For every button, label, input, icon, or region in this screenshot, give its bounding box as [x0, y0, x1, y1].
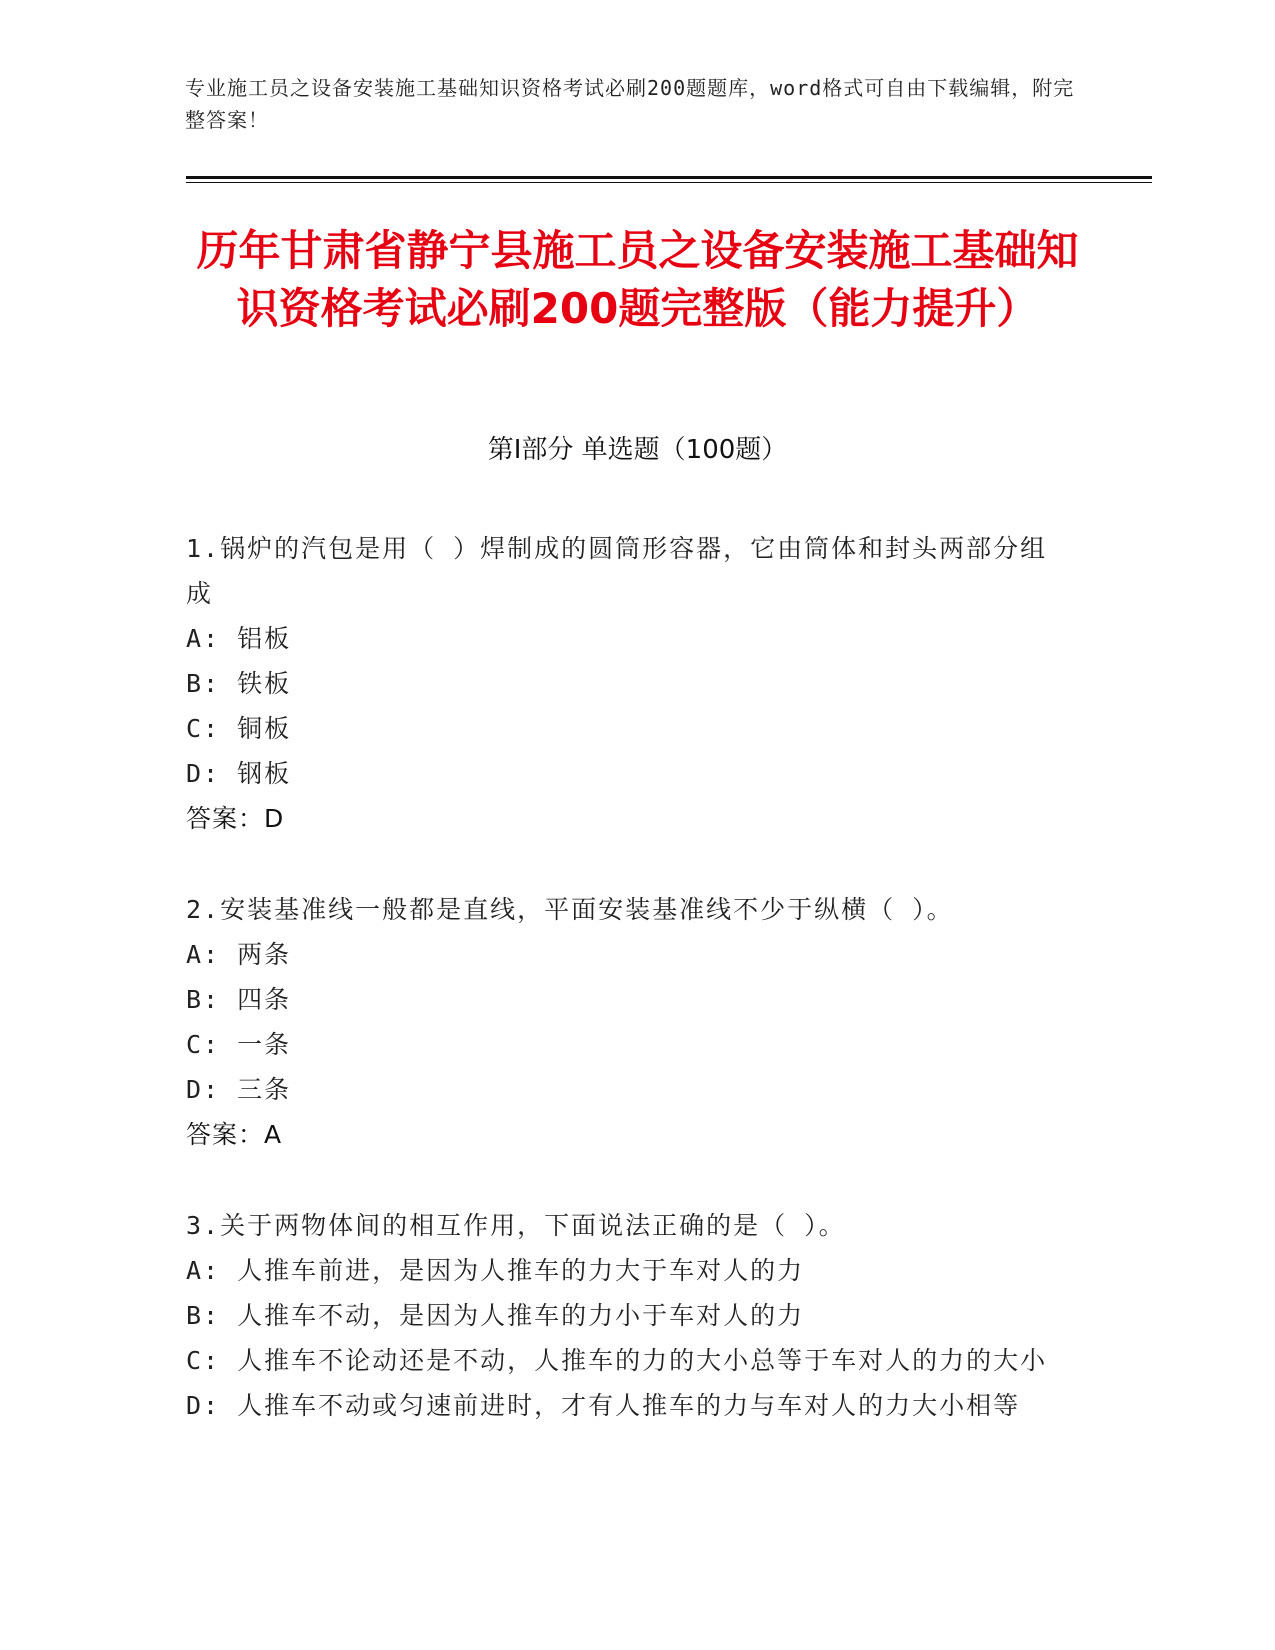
- answer: 答案：D: [186, 804, 285, 833]
- option-b: B: 四条: [186, 985, 292, 1014]
- option-c: C: 一条: [186, 1030, 292, 1059]
- option-c: C: 人推车不论动还是不动，人推车的力的大小总等于车对人的力的大小: [186, 1346, 1048, 1375]
- option-c: C: 铜板: [186, 714, 292, 743]
- question-stem: 2.安装基准线一般都是直线，平面安装基准线不少于纵横（ ）。: [186, 895, 954, 924]
- option-a: A: 两条: [186, 940, 292, 969]
- option-a: A: 人推车前进，是因为人推车的力大于车对人的力: [186, 1256, 805, 1285]
- option-d: D: 人推车不动或匀速前进时，才有人推车的力与车对人的力大小相等: [186, 1391, 1021, 1420]
- header-note: 专业施工员之设备安装施工基础知识资格考试必刷200题题库，word格式可自由下载编辑，附完整答案！: [185, 76, 1075, 132]
- option-d: D: 钢板: [186, 759, 292, 788]
- question-1: [186, 526, 1066, 841]
- question-3: [186, 1203, 1066, 1428]
- option-b: B: 人推车不动，是因为人推车的力小于车对人的力: [186, 1301, 805, 1330]
- header-rule-thick: [186, 176, 1152, 179]
- header-rule-thin: [186, 182, 1152, 183]
- option-d: D: 三条: [186, 1075, 292, 1104]
- option-a: A: 铝板: [186, 624, 292, 653]
- option-b: B: 铁板: [186, 669, 292, 698]
- answer: 答案：A: [186, 1120, 283, 1149]
- question-list: [186, 526, 1066, 1474]
- section-heading: 第Ⅰ部分 单选题（100题）: [487, 435, 788, 465]
- question-2: [186, 887, 1066, 1157]
- document-title: 历年甘肃省静宁县施工员之设备安装施工基础知识资格考试必刷200题完整版（能力提升）: [196, 226, 1079, 333]
- question-stem: 3.关于两物体间的相互作用，下面说法正确的是（ ）。: [186, 1211, 846, 1240]
- question-stem: 1.锅炉的汽包是用（ ）焊制成的圆筒形容器，它由筒体和封头两部分组成: [186, 534, 1048, 608]
